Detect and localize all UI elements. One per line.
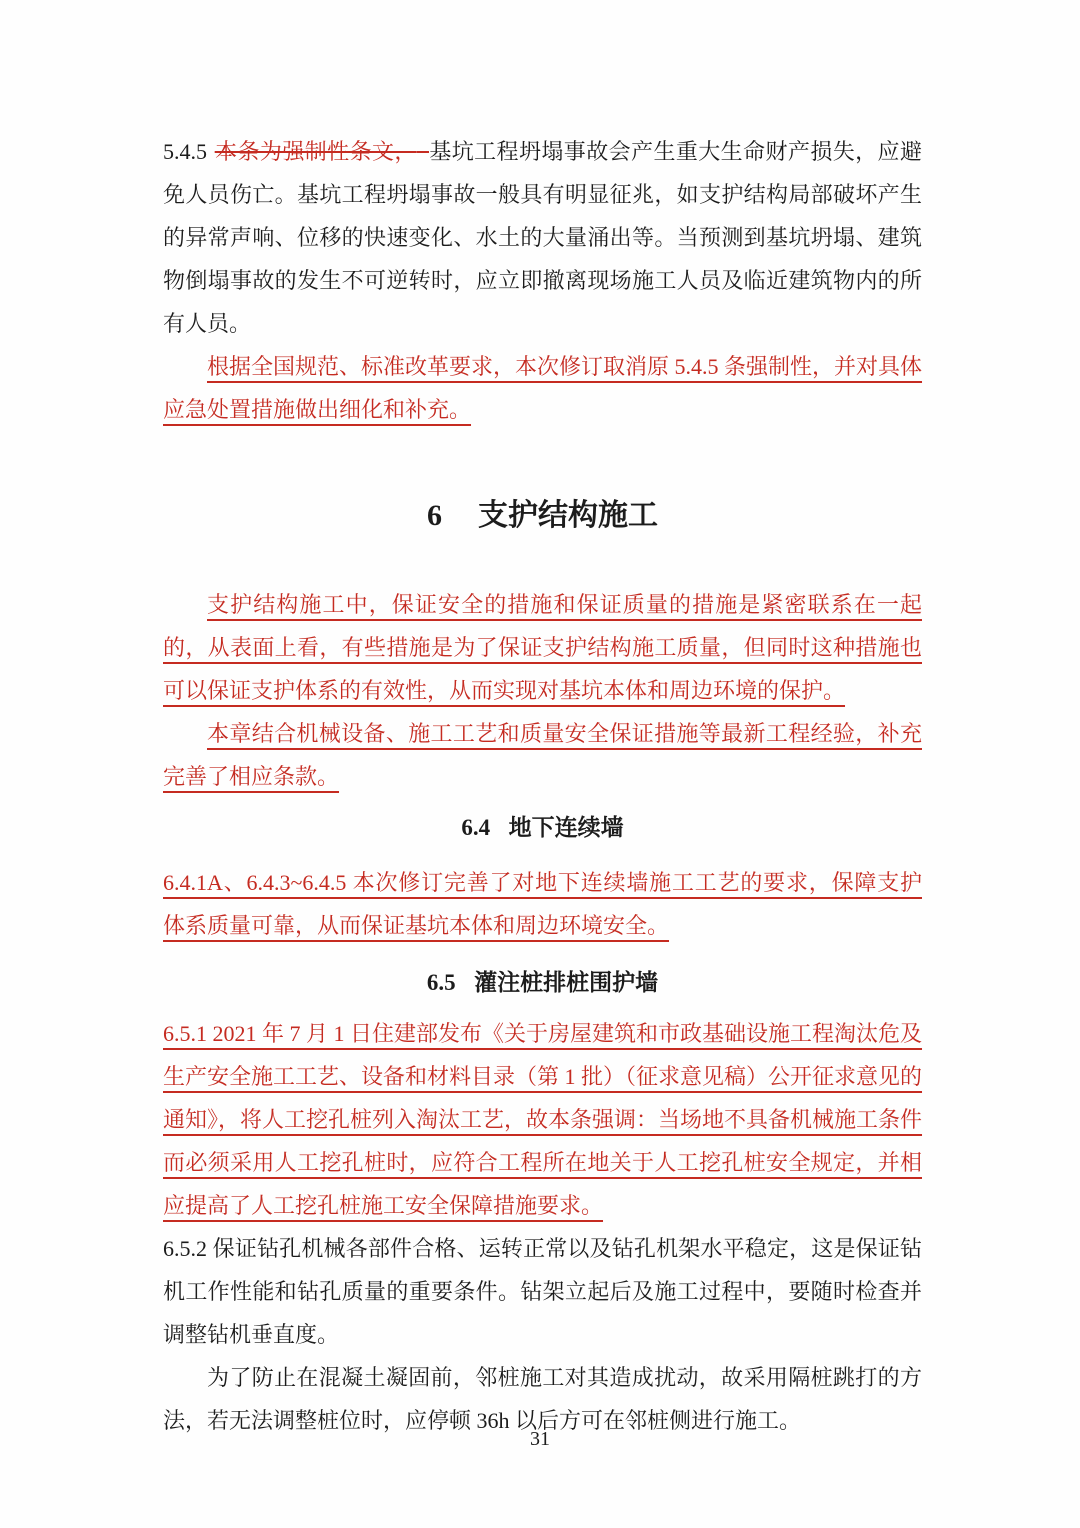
section-6-4-title: 地下连续墙 <box>508 815 624 840</box>
chapter-6-heading <box>163 493 922 539</box>
clause-6-5-2-paragraph: 6.5.2 保证钻孔机械各部件合格、运转正常以及钻孔机架水平稳定，这是保证钻机工作性能和钻孔质量的重要条件。钻架立起后及施工过程中，要随时检查并调整钻机垂直度。 <box>163 1236 922 1347</box>
clause-5-4-5-body-text: 基坑工程坍塌事故会产生重大生命财产损失，应避免人员伤亡。基坑工程坍塌事故一般具有明显征兆，如支护结构局部破坏产生的异常声响、位移的快速变化、水土的大量涌出等。当预测到基坑坍塌、建筑物倒塌事故的发生不可逆转时，应立即撤离现场施工人员及临近建筑物内的所有人员。 <box>163 139 922 336</box>
clause-6-5-1-revision-note: 6.5.1 2021 年 7 月 1 日住建部发布《关于房屋建筑和市政基础设施工程淘汰危及生产安全施工工艺、设备和材料目录（第 1 批）（征求意见稿）公开征求意见的通知》，将人工挖孔桩列入淘汰工艺，故本条强调：当场地不具备机械施工条件而必须采用人工挖孔桩时，应符合工程所在地关于人工挖孔桩安全规定，并相应提高了人工挖孔桩施工安全保障措施要求。 <box>163 1021 923 1218</box>
clause-5-4-5-struck-text: 本条为强制性条文， <box>215 139 429 164</box>
section-6-4-number: 6.4 <box>461 815 491 840</box>
chapter-6-number: 6 <box>427 499 442 532</box>
page-number: 31 <box>530 1428 550 1450</box>
clause-6-4-1a-revision-note: 6.4.1A、6.4.3~6.4.5 本次修订完善了对地下连续墙施工工艺的要求，保障支护体系质量可靠，从而保证基坑本体和周边环境安全。 <box>163 870 922 938</box>
section-6-5-heading <box>163 961 922 1004</box>
section-6-5-number: 6.5 <box>426 970 456 995</box>
clause-5-4-5-number: 5.4.5 <box>163 139 207 164</box>
clause-5-4-5-paragraph <box>163 130 922 345</box>
section-6-4-heading <box>163 806 922 849</box>
chapter-6-intro-paragraph-1: 支护结构施工中，保证安全的措施和保证质量的措施是紧密联系在一起的，从表面上看，有些措施是为了保证支护结构施工质量，但同时这种措施也可以保证支护体系的有效性，从而实现对基坑本体和周边环境的保护。 <box>163 592 922 703</box>
chapter-6-intro-paragraph-2: 本章结合机械设备、施工工艺和质量安全保证措施等最新工程经验，补充完善了相应条款。 <box>163 721 922 789</box>
clause-6-5-2-supplement-paragraph: 为了防止在混凝土凝固前，邻桩施工对其造成扰动，故采用隔桩跳打的方法，若无法调整桩位时，应停顿 36h 以后方可在邻桩侧进行施工。 <box>163 1365 922 1433</box>
section-6-5-title: 灌注桩排桩围护墙 <box>474 970 659 995</box>
chapter-6-title: 支护结构施工 <box>478 499 658 532</box>
clause-5-4-5-revision-note: 根据全国规范、标准改革要求，本次修订取消原 5.4.5 条强制性，并对具体应急处置措施做出细化和补充。 <box>163 354 923 422</box>
